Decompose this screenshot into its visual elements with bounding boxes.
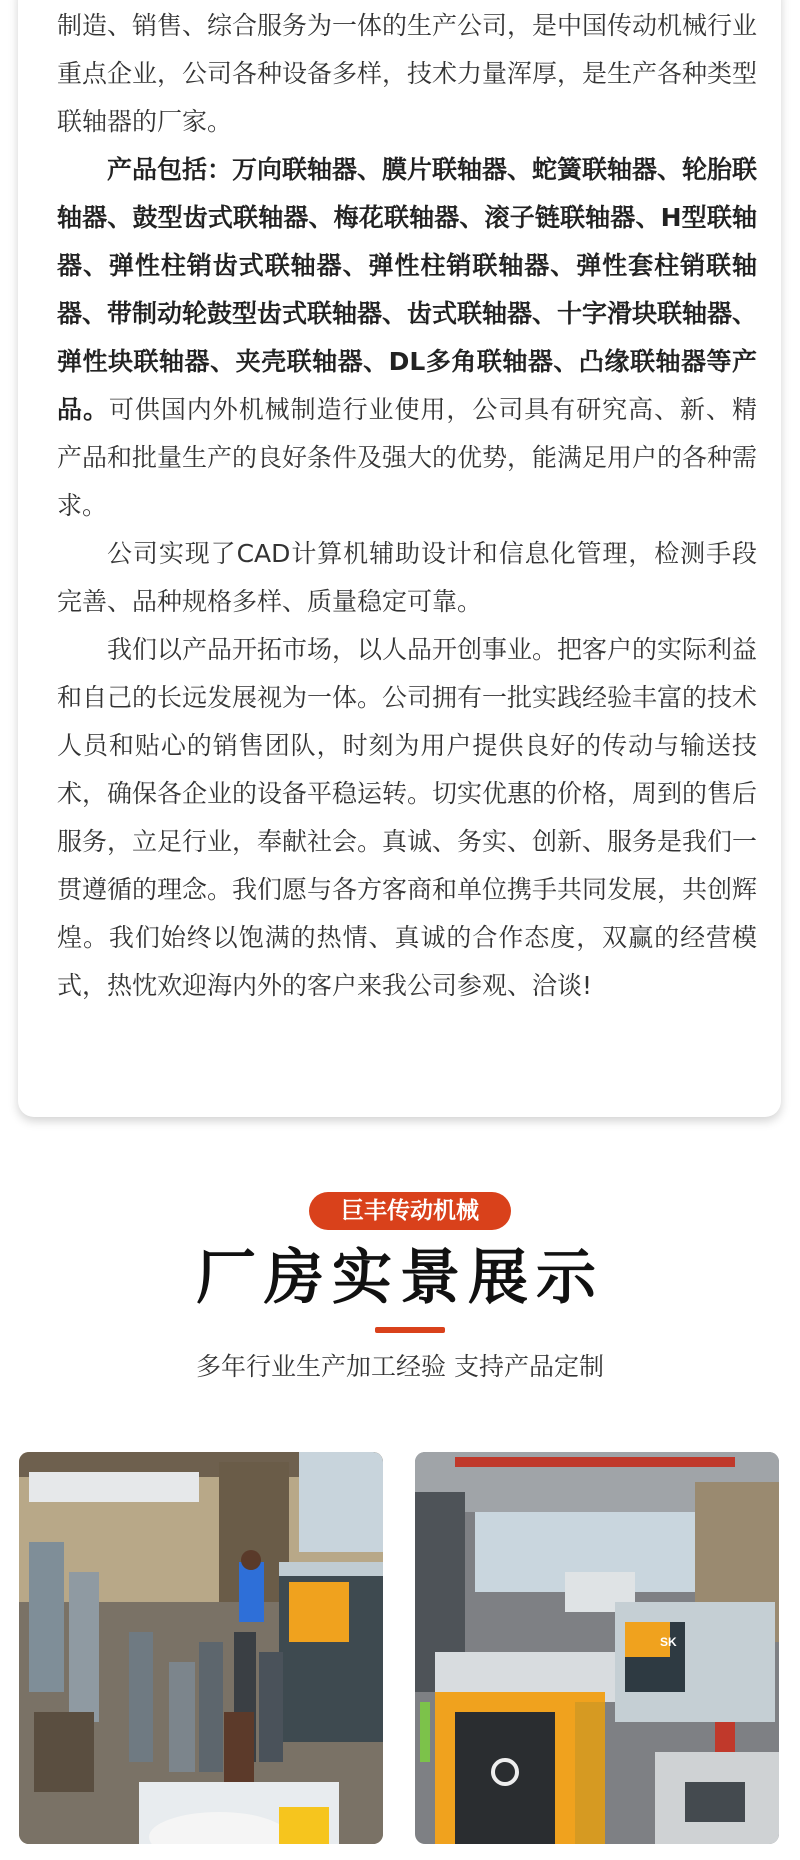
factory-photo-machines	[415, 1452, 779, 1844]
title-underline	[375, 1327, 445, 1333]
product-list-rest: 可供国内外机械制造行业使用，公司具有研究高、新、精产品和批量生产的良好条件及强大的优势，能满足用户的各种需求。	[57, 395, 758, 520]
intro-paragraph-cad: 公司实现了CAD计算机辅助设计和信息化管理，检测手段完善、品种规格多样、质量稳定可靠。	[57, 539, 757, 616]
factory-photo-workshop	[19, 1452, 383, 1844]
product-list-bold: 产品包括：万向联轴器、膜片联轴器、蛇簧联轴器、轮胎联轴器、鼓型齿式联轴器、梅花联轴器、滚子链联轴器、H型联轴器、弹性柱销齿式联轴器、弹性柱销联轴器、弹性套柱销联轴器、带制动轮鼓型齿式联轴器、齿式联轴器、十字滑块联轴器、弹性块联轴器、夹壳联轴器、DL多角联轴器、凸缘联轴器等产品。	[57, 155, 758, 424]
company-intro-text	[57, 2, 757, 1010]
intro-paragraph-1: 制造、销售、综合服务为一体的生产公司，是中国传动机械行业重点企业，公司各种设备多样，技术力量浑厚，是生产各种类型联轴器的厂家。	[57, 11, 758, 136]
intro-paragraph-mission: 我们以产品开拓市场，以人品开创事业。把客户的实际利益和自己的长远发展视为一体。公司拥有一批实践经验丰富的技术人员和贴心的销售团队，时刻为用户提供良好的传动与输送技术，确保各企业的设备平稳运转。切实优惠的价格，周到的售后服务，立足行业，奉献社会。真诚、务实、创新、服务是我们一贯遵循的理念。我们愿与各方客商和单位携手共同发展，共创辉煌。我们始终以饱满的热情、真诚的合作态度，双赢的经营模式，热忱欢迎海内外的客户来我公司参观、洽谈!	[57, 635, 758, 1000]
section-title: 厂房实景展示	[196, 1243, 604, 1313]
intro-paragraph-products	[57, 146, 757, 530]
machine-brand-label: SK	[660, 1635, 677, 1649]
section-subtitle: 多年行业生产加工经验 支持产品定制	[196, 1352, 604, 1381]
brand-badge: 巨丰传动机械	[309, 1192, 511, 1230]
